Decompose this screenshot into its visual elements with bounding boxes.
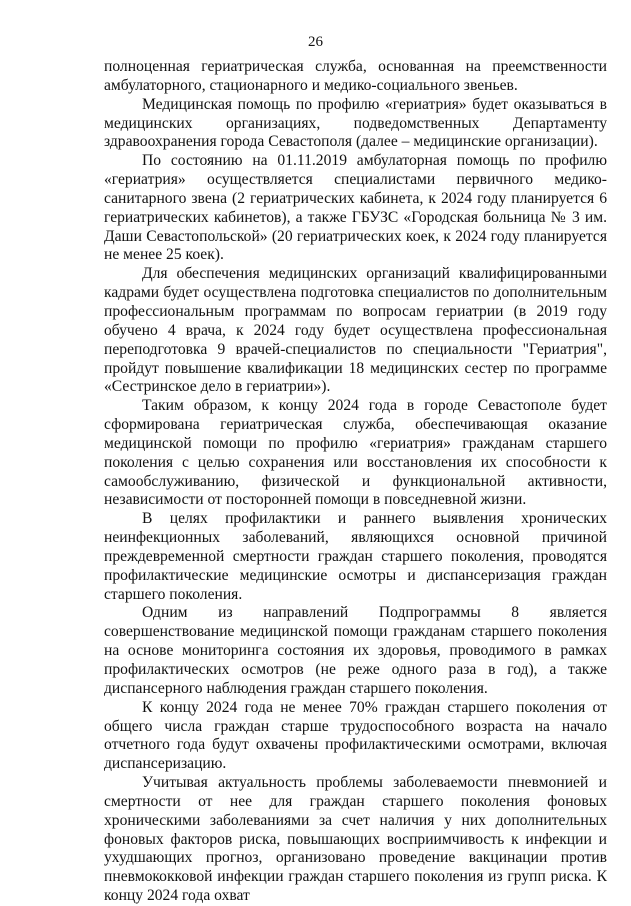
paragraph: В целях профилактики и раннего выявления хронических неинфекционных заболеваний, являющихся основной причиной преждевременной смертности граждан старшего поколения, проводятся профилактические медицинские осмотры и диспансеризация граждан старшего поколения.	[104, 510, 607, 603]
paragraph: Таким образом, к концу 2024 года в городе Севастополе будет сформирована гериатрическая служба, обеспечивающая оказание медицинской помощи по профилю «гериатрия» гражданам старшего поколения с целью сохранения или восстановления их способности к самообслуживанию, физической и функциональной активности, независимости от посторонней помощи в повседневной жизни.	[104, 397, 607, 509]
paragraph: Учитывая актуальность проблемы заболеваемости пневмонией и смертности от нее для граждан старшего поколения фоновых хроническими заболеваниями за счет наличия у них дополнительных фоновых факторов риска, повышающих восприимчивость к инфекции и ухудшающих прогноз, организовано проведение вакцинации против пневмококковой инфекции граждан старшего поколения из групп риска. К концу 2024 года охват	[104, 774, 607, 905]
paragraph: По состоянию на 01.11.2019 амбулаторная помощь по профилю «гериатрия» осуществляется специалистами первичного медико-санитарного звена (2 гериатрических кабинета, к 2024 году планируется 6 гериатрических кабинетов), а также ГБУЗС «Городская больница № 3 им. Даши Севастопольской» (20 гериатрических коек, к 2024 году планируется не менее 25 коек).	[104, 152, 607, 264]
paragraph: Одним из направлений Подпрограммы 8 является совершенствование медицинской помощи гражданам старшего поколения на основе мониторинга состояния их здоровья, проводимого в рамках профилактических осмотров (не реже одного раза в год), а также диспансерного наблюдения граждан старшего поколения.	[104, 604, 607, 697]
document-body	[104, 58, 607, 906]
paragraph: полноценная гериатрическая служба, основанная на преемственности амбулаторного, стационарного и медико-социального звеньев.	[104, 58, 607, 94]
paragraph: Для обеспечения медицинских организаций квалифицированными кадрами будет осуществлена подготовка специалистов по дополнительным профессиональным программам по вопросам гериатрии (в 2019 году обучено 4 врача, к 2024 году будет осуществлена профессиональная переподготовка 9 врачей-специалистов по специальности "Гериатрия", пройдут повышение квалификации 18 медицинских сестер по программе «Сестринское дело в гериатрии»).	[104, 265, 607, 396]
paragraph: Медицинская помощь по профилю «гериатрия» будет оказываться в медицинских организациях, подведомственных Департаменту здравоохранения города Севастополя (далее – медицинские организации).	[104, 95, 607, 151]
paragraph: К концу 2024 года не менее 70% граждан старшего поколения от общего числа граждан старше трудоспособного возраста на начало отчетного года будут охвачены профилактическими осмотрами, включая диспансеризацию.	[104, 698, 607, 773]
page-number: 26	[308, 34, 323, 50]
